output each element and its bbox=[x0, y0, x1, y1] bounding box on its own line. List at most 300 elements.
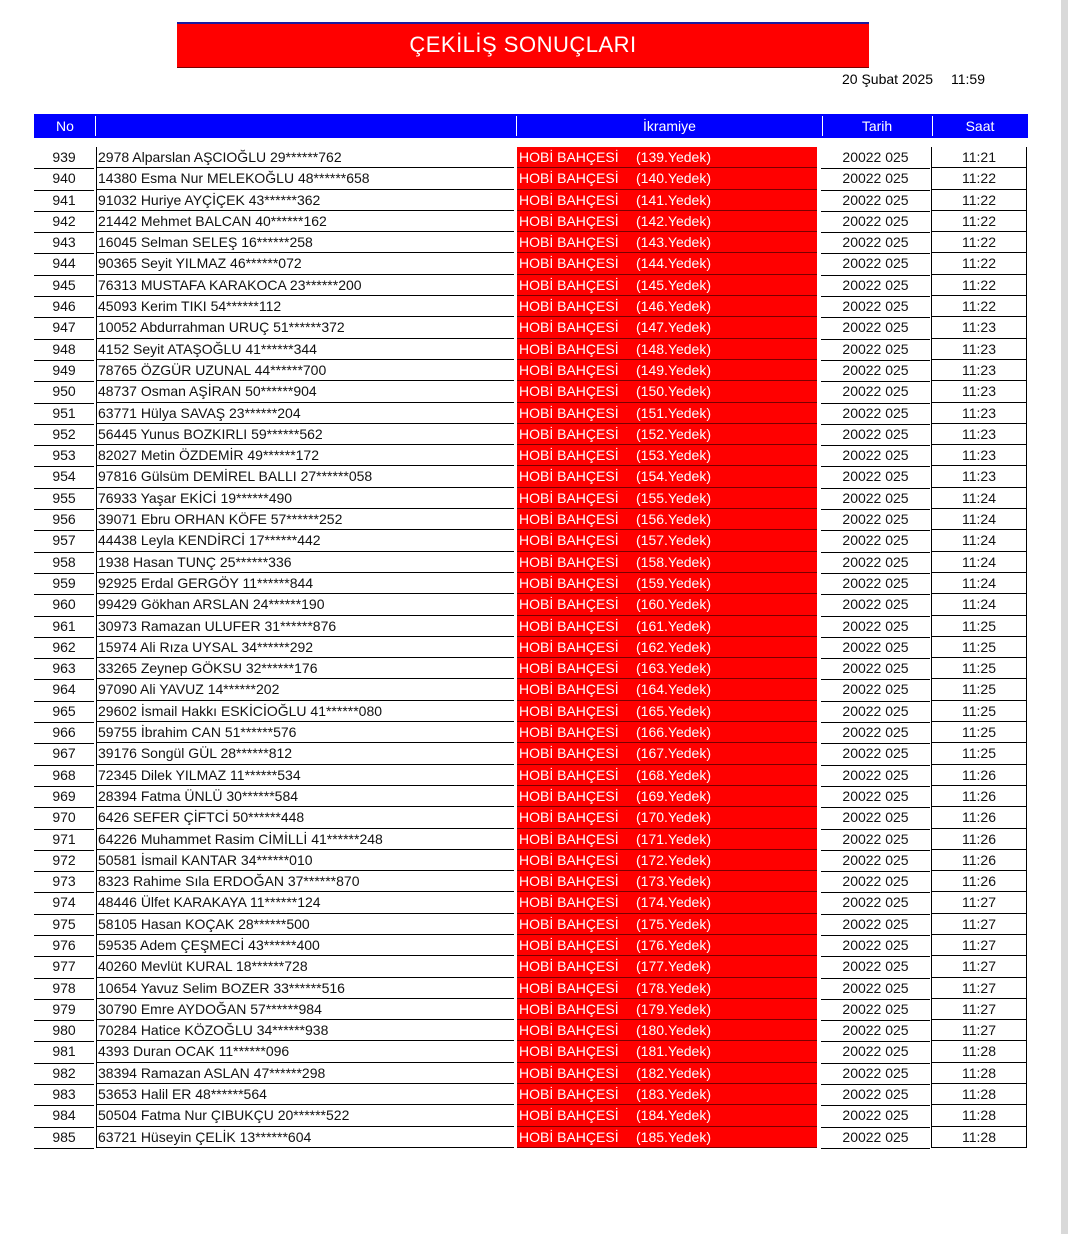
prize-rank: (183.Yedek) bbox=[636, 1086, 711, 1103]
prize-name: HOBİ BAHÇESİ bbox=[519, 404, 619, 421]
table-row bbox=[34, 466, 1028, 487]
row-time: 11:21 bbox=[931, 147, 1027, 168]
prize-rank: (149.Yedek) bbox=[636, 361, 711, 378]
table-row bbox=[34, 914, 1028, 935]
report-datetime bbox=[842, 71, 985, 87]
row-date: 20022 025 bbox=[821, 488, 930, 510]
row-date: 20022 025 bbox=[821, 530, 930, 552]
header-date: Tarih bbox=[861, 118, 893, 134]
table-row bbox=[34, 275, 1028, 296]
row-date: 20022 025 bbox=[821, 637, 930, 659]
table-row bbox=[34, 850, 1028, 871]
row-participant: 1938 Hasan TUNÇ 25******336 bbox=[96, 552, 514, 573]
table-row bbox=[34, 317, 1028, 338]
prize-name: HOBİ BAHÇESİ bbox=[519, 979, 619, 996]
prize-rank: (161.Yedek) bbox=[636, 617, 711, 634]
prize-rank: (176.Yedek) bbox=[636, 936, 711, 953]
row-participant: 59755 İbrahim CAN 51******576 bbox=[96, 722, 514, 743]
table-row bbox=[34, 935, 1028, 956]
prize-rank: (154.Yedek) bbox=[636, 468, 711, 485]
prize-name: HOBİ BAHÇESİ bbox=[519, 574, 619, 591]
row-time: 11:27 bbox=[931, 935, 1027, 956]
prize-rank: (175.Yedek) bbox=[636, 915, 711, 932]
header-time: Saat bbox=[965, 118, 995, 134]
header-prize: İkramiye bbox=[643, 118, 696, 134]
row-participant: 4152 Seyit ATAŞOĞLU 41******344 bbox=[96, 339, 514, 360]
row-date: 20022 025 bbox=[821, 1063, 930, 1085]
row-prize bbox=[517, 743, 817, 764]
prize-rank: (146.Yedek) bbox=[636, 298, 711, 315]
row-date: 20022 025 bbox=[821, 1084, 930, 1106]
row-no: 945 bbox=[34, 275, 94, 297]
row-date: 20022 025 bbox=[821, 956, 930, 978]
row-time: 11:25 bbox=[931, 722, 1027, 743]
prize-rank: (178.Yedek) bbox=[636, 979, 711, 996]
row-no: 946 bbox=[34, 296, 94, 318]
row-prize bbox=[517, 765, 817, 786]
row-participant: 99429 Gökhan ARSLAN 24******190 bbox=[96, 594, 514, 615]
table-row bbox=[34, 1105, 1028, 1126]
row-time: 11:24 bbox=[931, 573, 1027, 594]
row-prize bbox=[517, 466, 817, 487]
row-prize bbox=[517, 871, 817, 892]
page-edge bbox=[1061, 0, 1068, 1234]
row-participant: 97090 Ali YAVUZ 14******202 bbox=[96, 679, 514, 700]
row-date: 20022 025 bbox=[821, 296, 930, 318]
row-time: 11:28 bbox=[931, 1105, 1027, 1126]
prize-name: HOBİ BAHÇESİ bbox=[519, 511, 619, 528]
prize-rank: (163.Yedek) bbox=[636, 660, 711, 677]
row-time: 11:24 bbox=[931, 552, 1027, 573]
row-date: 20022 025 bbox=[821, 232, 930, 254]
row-participant: 39176 Songül GÜL 28******812 bbox=[96, 743, 514, 764]
row-time: 11:23 bbox=[931, 381, 1027, 402]
row-no: 976 bbox=[34, 935, 94, 957]
row-prize bbox=[517, 232, 817, 253]
row-no: 966 bbox=[34, 722, 94, 744]
table-row bbox=[34, 147, 1028, 168]
table-row bbox=[34, 701, 1028, 722]
row-date: 20022 025 bbox=[821, 424, 930, 446]
row-time: 11:27 bbox=[931, 914, 1027, 935]
prize-rank: (153.Yedek) bbox=[636, 447, 711, 464]
prize-name: HOBİ BAHÇESİ bbox=[519, 936, 619, 953]
row-prize bbox=[517, 914, 817, 935]
prize-name: HOBİ BAHÇESİ bbox=[519, 255, 619, 272]
row-time: 11:26 bbox=[931, 765, 1027, 786]
row-participant: 90365 Seyit YILMAZ 46******072 bbox=[96, 253, 514, 274]
prize-name: HOBİ BAHÇESİ bbox=[519, 234, 619, 251]
row-date: 20022 025 bbox=[821, 658, 930, 680]
row-prize bbox=[517, 509, 817, 530]
table-row bbox=[34, 1020, 1028, 1041]
row-time: 11:26 bbox=[931, 829, 1027, 850]
row-date: 20022 025 bbox=[821, 1041, 930, 1063]
row-participant: 10654 Yavuz Selim BOZER 33******516 bbox=[96, 978, 514, 999]
prize-name: HOBİ BAHÇESİ bbox=[519, 553, 619, 570]
prize-rank: (145.Yedek) bbox=[636, 276, 711, 293]
row-prize bbox=[517, 1063, 817, 1084]
prize-name: HOBİ BAHÇESİ bbox=[519, 276, 619, 293]
prize-name: HOBİ BAHÇESİ bbox=[519, 1086, 619, 1103]
prize-name: HOBİ BAHÇESİ bbox=[519, 1000, 619, 1017]
prize-rank: (167.Yedek) bbox=[636, 745, 711, 762]
prize-name: HOBİ BAHÇESİ bbox=[519, 851, 619, 868]
row-time: 11:28 bbox=[931, 1127, 1027, 1148]
row-no: 979 bbox=[34, 999, 94, 1021]
prize-rank: (155.Yedek) bbox=[636, 489, 711, 506]
table-row bbox=[34, 1084, 1028, 1105]
row-time: 11:25 bbox=[931, 743, 1027, 764]
row-no: 971 bbox=[34, 829, 94, 851]
row-no: 969 bbox=[34, 786, 94, 808]
row-no: 939 bbox=[34, 147, 94, 169]
row-time: 11:22 bbox=[931, 253, 1027, 274]
row-participant: 70284 Hatice KÖZOĞLU 34******938 bbox=[96, 1020, 514, 1041]
row-participant: 44438 Leyla KENDİRCİ 17******442 bbox=[96, 530, 514, 551]
prize-rank: (148.Yedek) bbox=[636, 340, 711, 357]
row-prize bbox=[517, 658, 817, 679]
prize-name: HOBİ BAHÇESİ bbox=[519, 340, 619, 357]
row-time: 11:25 bbox=[931, 616, 1027, 637]
row-date: 20022 025 bbox=[821, 786, 930, 808]
row-time: 11:27 bbox=[931, 978, 1027, 999]
table-row bbox=[34, 658, 1028, 679]
table-row bbox=[34, 594, 1028, 615]
row-participant: 48446 Ülfet KARAKAYA 11******124 bbox=[96, 892, 514, 913]
row-no: 970 bbox=[34, 807, 94, 829]
prize-name: HOBİ BAHÇESİ bbox=[519, 724, 619, 741]
row-date: 20022 025 bbox=[821, 829, 930, 851]
prize-name: HOBİ BAHÇESİ bbox=[519, 681, 619, 698]
row-time: 11:24 bbox=[931, 530, 1027, 551]
row-time: 11:27 bbox=[931, 892, 1027, 913]
row-prize bbox=[517, 1020, 817, 1041]
table-row bbox=[34, 743, 1028, 764]
prize-name: HOBİ BAHÇESİ bbox=[519, 1022, 619, 1039]
row-date: 20022 025 bbox=[821, 381, 930, 403]
row-date: 20022 025 bbox=[821, 1020, 930, 1042]
prize-rank: (182.Yedek) bbox=[636, 1064, 711, 1081]
row-date: 20022 025 bbox=[821, 722, 930, 744]
row-no: 947 bbox=[34, 317, 94, 339]
table-row bbox=[34, 573, 1028, 594]
row-date: 20022 025 bbox=[821, 807, 930, 829]
row-prize bbox=[517, 253, 817, 274]
row-no: 978 bbox=[34, 978, 94, 1000]
row-time: 11:22 bbox=[931, 211, 1027, 232]
page-title: ÇEKİLİŞ SONUÇLARI bbox=[177, 22, 869, 68]
row-no: 977 bbox=[34, 956, 94, 978]
row-date: 20022 025 bbox=[821, 403, 930, 425]
row-time: 11:27 bbox=[931, 1020, 1027, 1041]
table-row bbox=[34, 168, 1028, 189]
prize-rank: (177.Yedek) bbox=[636, 958, 711, 975]
row-participant: 33265 Zeynep GÖKSU 32******176 bbox=[96, 658, 514, 679]
row-participant: 97816 Gülsüm DEMİREL BALLI 27******058 bbox=[96, 466, 514, 487]
row-participant: 14380 Esma Nur MELEKOĞLU 48******658 bbox=[96, 168, 514, 189]
table-row bbox=[34, 1127, 1028, 1148]
report-time: 11:59 bbox=[950, 71, 985, 87]
row-prize bbox=[517, 424, 817, 445]
prize-rank: (180.Yedek) bbox=[636, 1022, 711, 1039]
row-date: 20022 025 bbox=[821, 445, 930, 467]
row-participant: 50581 İsmail KANTAR 34******010 bbox=[96, 850, 514, 871]
row-prize bbox=[517, 701, 817, 722]
row-participant: 2978 Alparslan AŞCIOĞLU 29******762 bbox=[96, 147, 514, 168]
prize-rank: (169.Yedek) bbox=[636, 787, 711, 804]
row-prize bbox=[517, 892, 817, 913]
row-time: 11:25 bbox=[931, 701, 1027, 722]
table-row bbox=[34, 765, 1028, 786]
row-no: 973 bbox=[34, 871, 94, 893]
row-prize bbox=[517, 339, 817, 360]
prize-rank: (181.Yedek) bbox=[636, 1043, 711, 1060]
prize-name: HOBİ BAHÇESİ bbox=[519, 766, 619, 783]
row-time: 11:24 bbox=[931, 594, 1027, 615]
prize-name: HOBİ BAHÇESİ bbox=[519, 532, 619, 549]
row-no: 968 bbox=[34, 765, 94, 787]
prize-rank: (184.Yedek) bbox=[636, 1107, 711, 1124]
row-prize bbox=[517, 296, 817, 317]
row-participant: 39071 Ebru ORHAN KÖFE 57******252 bbox=[96, 509, 514, 530]
prize-name: HOBİ BAHÇESİ bbox=[519, 1128, 619, 1145]
row-no: 948 bbox=[34, 339, 94, 361]
row-no: 960 bbox=[34, 594, 94, 616]
row-no: 957 bbox=[34, 530, 94, 552]
prize-name: HOBİ BAHÇESİ bbox=[519, 915, 619, 932]
row-no: 956 bbox=[34, 509, 94, 531]
row-prize bbox=[517, 317, 817, 338]
row-participant: 30973 Ramazan ULUFER 31******876 bbox=[96, 616, 514, 637]
table-row bbox=[34, 339, 1028, 360]
row-participant: 82027 Metin ÖZDEMİR 49******172 bbox=[96, 445, 514, 466]
prize-rank: (166.Yedek) bbox=[636, 724, 711, 741]
row-prize bbox=[517, 190, 817, 211]
prize-rank: (168.Yedek) bbox=[636, 766, 711, 783]
prize-name: HOBİ BAHÇESİ bbox=[519, 1107, 619, 1124]
row-no: 965 bbox=[34, 701, 94, 723]
row-prize bbox=[517, 168, 817, 189]
table-row bbox=[34, 488, 1028, 509]
prize-rank: (171.Yedek) bbox=[636, 830, 711, 847]
prize-name: HOBİ BAHÇESİ bbox=[519, 873, 619, 890]
row-date: 20022 025 bbox=[821, 892, 930, 914]
prize-name: HOBİ BAHÇESİ bbox=[519, 1064, 619, 1081]
prize-name: HOBİ BAHÇESİ bbox=[519, 170, 619, 187]
row-no: 940 bbox=[34, 168, 94, 190]
row-participant: 92925 Erdal GERGÖY 11******844 bbox=[96, 573, 514, 594]
row-no: 959 bbox=[34, 573, 94, 595]
table-row bbox=[34, 722, 1028, 743]
row-date: 20022 025 bbox=[821, 871, 930, 893]
row-time: 11:23 bbox=[931, 360, 1027, 381]
prize-name: HOBİ BAHÇESİ bbox=[519, 361, 619, 378]
row-date: 20022 025 bbox=[821, 573, 930, 595]
row-date: 20022 025 bbox=[821, 466, 930, 488]
row-participant: 72345 Dilek YILMAZ 11******534 bbox=[96, 765, 514, 786]
prize-name: HOBİ BAHÇESİ bbox=[519, 298, 619, 315]
row-no: 958 bbox=[34, 552, 94, 574]
row-prize bbox=[517, 275, 817, 296]
row-time: 11:25 bbox=[931, 637, 1027, 658]
table-row bbox=[34, 190, 1028, 211]
prize-name: HOBİ BAHÇESİ bbox=[519, 745, 619, 762]
row-time: 11:26 bbox=[931, 850, 1027, 871]
row-no: 981 bbox=[34, 1041, 94, 1063]
row-time: 11:23 bbox=[931, 424, 1027, 445]
row-date: 20022 025 bbox=[821, 978, 930, 1000]
row-participant: 30790 Emre AYDOĞAN 57******984 bbox=[96, 999, 514, 1020]
prize-name: HOBİ BAHÇESİ bbox=[519, 425, 619, 442]
prize-rank: (144.Yedek) bbox=[636, 255, 711, 272]
row-participant: 58105 Hasan KOÇAK 28******500 bbox=[96, 914, 514, 935]
row-participant: 76933 Yaşar EKİCİ 19******490 bbox=[96, 488, 514, 509]
prize-name: HOBİ BAHÇESİ bbox=[519, 617, 619, 634]
row-no: 952 bbox=[34, 424, 94, 446]
row-time: 11:22 bbox=[931, 190, 1027, 211]
row-prize bbox=[517, 360, 817, 381]
row-participant: 53653 Halil ER 48******564 bbox=[96, 1084, 514, 1105]
row-time: 11:23 bbox=[931, 317, 1027, 338]
prize-rank: (139.Yedek) bbox=[636, 149, 711, 165]
row-time: 11:22 bbox=[931, 168, 1027, 189]
table-row bbox=[34, 871, 1028, 892]
prize-name: HOBİ BAHÇESİ bbox=[519, 787, 619, 804]
row-time: 11:22 bbox=[931, 275, 1027, 296]
prize-name: HOBİ BAHÇESİ bbox=[519, 489, 619, 506]
row-time: 11:28 bbox=[931, 1084, 1027, 1105]
row-prize bbox=[517, 1105, 817, 1126]
prize-name: HOBİ BAHÇESİ bbox=[519, 191, 619, 208]
prize-rank: (170.Yedek) bbox=[636, 809, 711, 826]
row-participant: 15974 Ali Rıza UYSAL 34******292 bbox=[96, 637, 514, 658]
row-participant: 6426 SEFER ÇİFTCİ 50******448 bbox=[96, 807, 514, 828]
header-name bbox=[96, 114, 516, 138]
table-row bbox=[34, 1041, 1028, 1062]
row-time: 11:23 bbox=[931, 466, 1027, 487]
table-row bbox=[34, 552, 1028, 573]
prize-rank: (158.Yedek) bbox=[636, 553, 711, 570]
row-participant: 64226 Muhammet Rasim CİMİLLİ 41******248 bbox=[96, 829, 514, 850]
row-participant: 63771 Hülya SAVAŞ 23******204 bbox=[96, 403, 514, 424]
row-prize bbox=[517, 850, 817, 871]
row-prize bbox=[517, 488, 817, 509]
table-row bbox=[34, 296, 1028, 317]
row-date: 20022 025 bbox=[821, 317, 930, 339]
row-no: 943 bbox=[34, 232, 94, 254]
prize-name: HOBİ BAHÇESİ bbox=[519, 702, 619, 719]
row-no: 949 bbox=[34, 360, 94, 382]
row-no: 942 bbox=[34, 211, 94, 233]
row-no: 982 bbox=[34, 1063, 94, 1085]
row-date: 20022 025 bbox=[821, 914, 930, 936]
prize-rank: (162.Yedek) bbox=[636, 638, 711, 655]
prize-name: HOBİ BAHÇESİ bbox=[519, 468, 619, 485]
row-time: 11:25 bbox=[931, 679, 1027, 700]
prize-rank: (179.Yedek) bbox=[636, 1000, 711, 1017]
row-date: 20022 025 bbox=[821, 765, 930, 787]
row-no: 974 bbox=[34, 892, 94, 914]
prize-name: HOBİ BAHÇESİ bbox=[519, 830, 619, 847]
prize-rank: (142.Yedek) bbox=[636, 212, 711, 229]
prize-name: HOBİ BAHÇESİ bbox=[519, 319, 619, 336]
row-time: 11:23 bbox=[931, 403, 1027, 424]
row-time: 11:27 bbox=[931, 956, 1027, 977]
row-participant: 38394 Ramazan ASLAN 47******298 bbox=[96, 1063, 514, 1084]
table-row bbox=[34, 637, 1028, 658]
row-no: 953 bbox=[34, 445, 94, 467]
table-row bbox=[34, 786, 1028, 807]
prize-name: HOBİ BAHÇESİ bbox=[519, 660, 619, 677]
row-time: 11:23 bbox=[931, 339, 1027, 360]
row-no: 967 bbox=[34, 743, 94, 765]
row-prize bbox=[517, 679, 817, 700]
row-date: 20022 025 bbox=[821, 1105, 930, 1127]
row-no: 941 bbox=[34, 190, 94, 212]
row-participant: 91032 Huriye AYÇİÇEK 43******362 bbox=[96, 190, 514, 211]
row-date: 20022 025 bbox=[821, 1127, 930, 1149]
prize-name: HOBİ BAHÇESİ bbox=[519, 212, 619, 229]
row-participant: 76313 MUSTAFA KARAKOCA 23******200 bbox=[96, 275, 514, 296]
table-row bbox=[34, 445, 1028, 466]
row-prize bbox=[517, 403, 817, 424]
row-prize bbox=[517, 573, 817, 594]
row-date: 20022 025 bbox=[821, 211, 930, 233]
row-participant: 28394 Fatma ÜNLÜ 30******584 bbox=[96, 786, 514, 807]
row-no: 972 bbox=[34, 850, 94, 872]
prize-name: HOBİ BAHÇESİ bbox=[519, 149, 619, 165]
row-time: 11:28 bbox=[931, 1063, 1027, 1084]
row-date: 20022 025 bbox=[821, 935, 930, 957]
row-participant: 8323 Rahime Sıla ERDOĞAN 37******870 bbox=[96, 871, 514, 892]
row-date: 20022 025 bbox=[821, 999, 930, 1021]
row-participant: 56445 Yunus BOZKIRLI 59******562 bbox=[96, 424, 514, 445]
row-prize bbox=[517, 956, 817, 977]
results-table-body bbox=[34, 147, 1028, 1148]
prize-rank: (143.Yedek) bbox=[636, 234, 711, 251]
header-no: No bbox=[56, 118, 74, 134]
prize-name: HOBİ BAHÇESİ bbox=[519, 596, 619, 613]
row-prize bbox=[517, 637, 817, 658]
table-row bbox=[34, 253, 1028, 274]
report-date: 20 Şubat 2025 bbox=[842, 71, 934, 87]
row-time: 11:22 bbox=[931, 296, 1027, 317]
prize-rank: (159.Yedek) bbox=[636, 574, 711, 591]
row-time: 11:24 bbox=[931, 488, 1027, 509]
table-header bbox=[34, 114, 1028, 138]
table-row bbox=[34, 807, 1028, 828]
row-time: 11:26 bbox=[931, 786, 1027, 807]
table-row bbox=[34, 403, 1028, 424]
prize-name: HOBİ BAHÇESİ bbox=[519, 447, 619, 464]
table-row bbox=[34, 1063, 1028, 1084]
row-prize bbox=[517, 786, 817, 807]
row-prize bbox=[517, 616, 817, 637]
row-date: 20022 025 bbox=[821, 701, 930, 723]
prize-rank: (150.Yedek) bbox=[636, 383, 711, 400]
prize-rank: (151.Yedek) bbox=[636, 404, 711, 421]
row-participant: 40260 Mevlüt KURAL 18******728 bbox=[96, 956, 514, 977]
row-no: 962 bbox=[34, 637, 94, 659]
prize-name: HOBİ BAHÇESİ bbox=[519, 958, 619, 975]
row-no: 951 bbox=[34, 403, 94, 425]
row-date: 20022 025 bbox=[821, 509, 930, 531]
row-date: 20022 025 bbox=[821, 253, 930, 275]
prize-rank: (174.Yedek) bbox=[636, 894, 711, 911]
row-participant: 16045 Selman SELEŞ 16******258 bbox=[96, 232, 514, 253]
table-row bbox=[34, 616, 1028, 637]
